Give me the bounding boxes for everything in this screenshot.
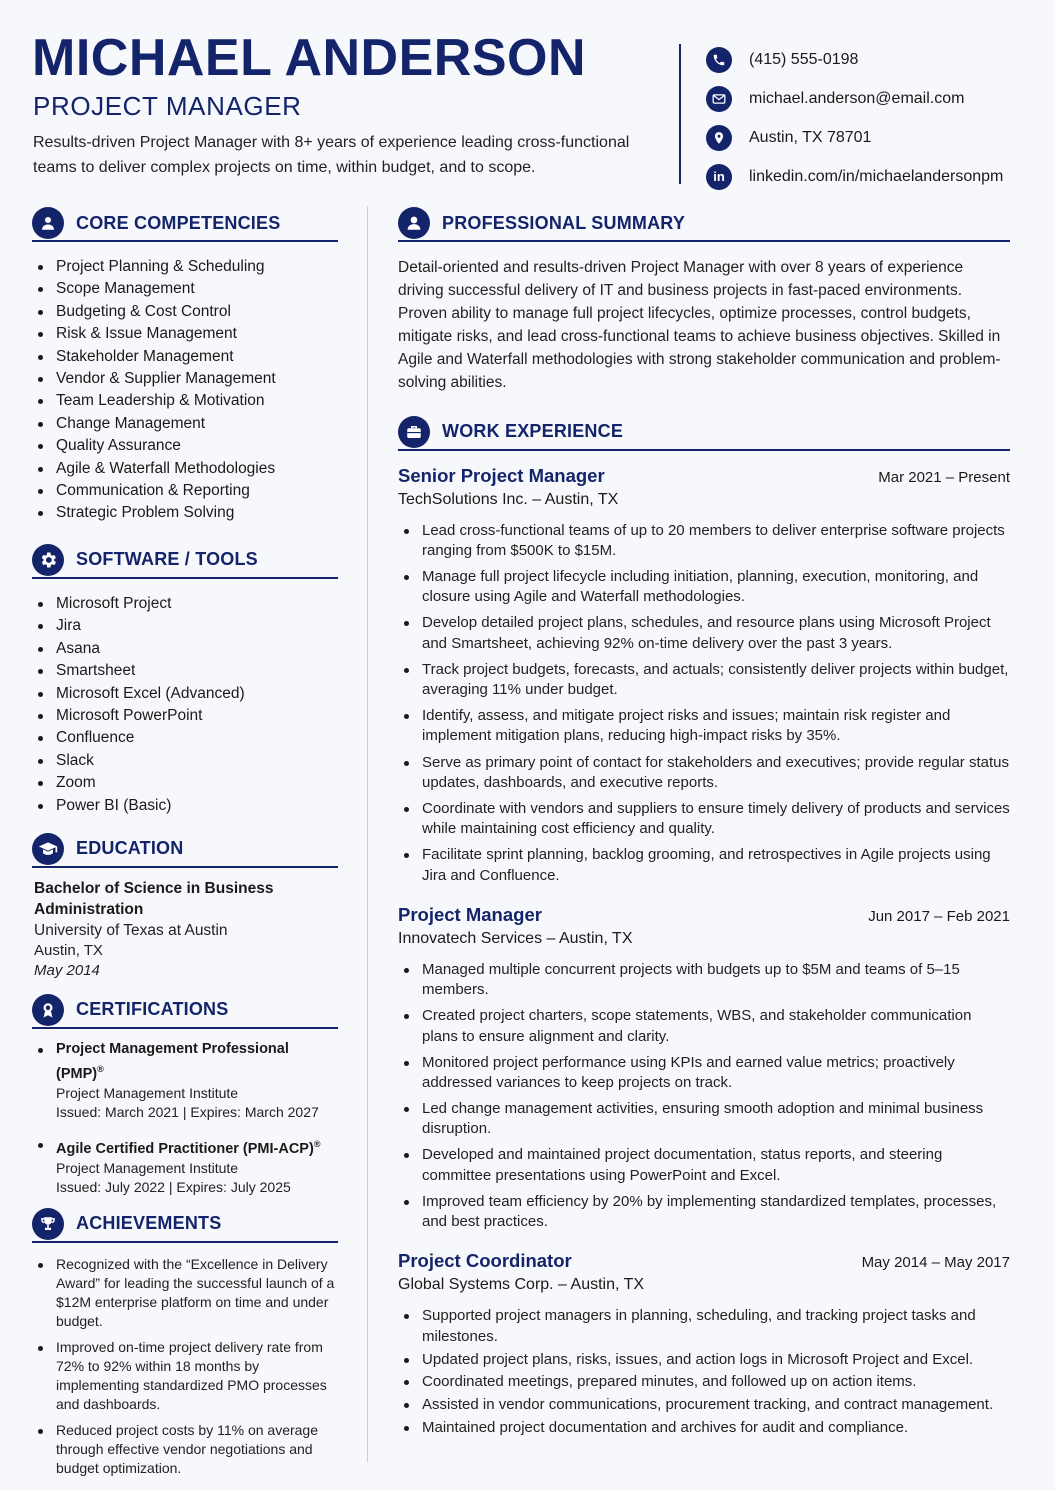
list-item: Assisted in vendor communications, procurement tracking, and contract management. [398, 1395, 1010, 1415]
briefcase-icon [398, 416, 430, 448]
left-column [32, 208, 338, 1485]
section-title: PROFESSIONAL SUMMARY [442, 212, 686, 233]
summary-text: Detail-oriented and results-driven Project Manager with over 8 years of experience driving successful delivery of IT and business projects in fast-paced environments. Proven ability to manage full project lifecycles, optimize processes, control budgets, mitigate risks, and lead cross-functional teams to achieve business objectives. Skilled in Agile and Waterfall methodologies with strong stakeholder communication and problem-solving abilities. [398, 259, 1001, 392]
list-item: Supported project managers in planning, scheduling, and tracking project tasks and milestones. [398, 1306, 1010, 1347]
school-name: University of Texas at Austin [34, 921, 228, 939]
job-header [398, 465, 1010, 487]
list-item: Recognized with the “Excellence in Delivery Award” for leading the successful launch of a $12M enterprise platform on time and under budget. [32, 1255, 338, 1331]
list-item: Lead cross-functional teams of up to 20 members to deliver enterprise software projects ranging from $500K to $15M. [398, 521, 1010, 562]
trophy-icon [32, 1208, 64, 1240]
tools-header [32, 545, 338, 579]
job-header [398, 904, 1010, 926]
job-company: Innovatech Services – Austin, TX [398, 929, 633, 947]
list-item: Track project budgets, forecasts, and actuals; consistently deliver projects within budget, averaging 11% under budget. [398, 660, 1010, 701]
graduation-cap-icon [32, 833, 64, 865]
contact-block [706, 40, 1046, 196]
linkedin-text: linkedin.com/in/michaelandersonpm [749, 167, 1004, 185]
job-title: Project Manager [398, 903, 542, 925]
degree-line: Administration [34, 900, 144, 918]
intro-line: Results-driven Project Manager with 8+ years of experience leading cross-functional [33, 134, 630, 151]
job-company: TechSolutions Inc. – Austin, TX [398, 490, 619, 508]
cert-issuer: Project Management Institute [56, 1159, 239, 1176]
cert-issuer: Project Management Institute [56, 1084, 239, 1101]
cert-dates: Issued: March 2021 | Expires: March 2027 [56, 1104, 319, 1121]
education-entry [32, 878, 338, 981]
person-icon [398, 207, 430, 239]
tools-list [32, 593, 338, 817]
list-item: Quality Assurance [32, 435, 338, 457]
header-divider [679, 44, 681, 184]
job-title: Project Coordinator [398, 1250, 572, 1272]
list-item: Manage full project lifecycle including initiation, planning, execution, monitoring, and closure using Agile and Waterfall methodologies. [398, 567, 1010, 608]
achievements-list [32, 1255, 338, 1478]
job-header [398, 1250, 1010, 1272]
job-entry [398, 465, 1010, 886]
registered-mark: ® [97, 1063, 104, 1074]
cert-name-line [56, 1134, 338, 1159]
list-item: Slack [32, 750, 338, 772]
email-icon [706, 86, 732, 112]
list-item: Asana [32, 638, 338, 660]
list-item: Microsoft PowerPoint [32, 705, 338, 727]
list-item: Change Management [32, 413, 338, 435]
job-bullets [398, 1306, 1010, 1438]
list-item: Scope Management [32, 278, 338, 300]
list-item: Vendor & Supplier Management [32, 368, 338, 390]
job-entry [398, 904, 1010, 1233]
list-item: Communication & Reporting [32, 480, 338, 502]
list-item: Agile & Waterfall Methodologies [32, 458, 338, 480]
list-item: Project Planning & Scheduling [32, 256, 338, 278]
list-item: Power BI (Basic) [32, 795, 338, 817]
degree-line: Bachelor of Science in Business [34, 879, 274, 897]
list-item: Microsoft Excel (Advanced) [32, 683, 338, 705]
job-company: Global Systems Corp. – Austin, TX [398, 1276, 645, 1294]
list-item: Stakeholder Management [32, 346, 338, 368]
cert-dates: Issued: July 2022 | Expires: July 2025 [56, 1179, 291, 1196]
right-column [398, 208, 1010, 1441]
linkedin-icon [706, 164, 732, 190]
list-item: Smartsheet [32, 660, 338, 682]
experience-header [398, 417, 1010, 451]
certifications-header [32, 995, 338, 1029]
list-item: Budgeting & Cost Control [32, 301, 338, 323]
location-text: Austin, TX 78701 [749, 128, 872, 146]
contact-email[interactable] [706, 79, 1046, 118]
section-title: EDUCATION [76, 838, 184, 859]
section-title: SOFTWARE / TOOLS [76, 549, 258, 570]
list-item: Strategic Problem Solving [32, 502, 338, 524]
job-dates: Mar 2021 – Present [878, 468, 1010, 486]
list-item: Improved on-time project delivery rate from 72% to 92% within 18 months by implementing standardized PMO processes and dashboards. [32, 1338, 338, 1414]
column-divider [367, 206, 368, 1462]
list-item: Microsoft Project [32, 593, 338, 615]
contact-phone[interactable] [706, 40, 1046, 79]
list-item: Team Leadership & Motivation [32, 390, 338, 412]
list-item: Zoom [32, 772, 338, 794]
education-header [32, 834, 338, 868]
competencies-list [32, 256, 338, 525]
list-item: Monitored project performance using KPIs and earned value metrics; proactively addressed variances to keep projects on track. [398, 1053, 1010, 1094]
section-title: CERTIFICATIONS [76, 999, 229, 1020]
achievements-header [32, 1209, 338, 1243]
list-item: Reduced project costs by 11% on average through effective vendor negotiations and budget optimization. [32, 1421, 338, 1478]
certifications-list [32, 1039, 338, 1198]
school-location: Austin, TX [34, 941, 103, 959]
list-item: Confluence [32, 727, 338, 749]
job-dates: May 2014 – May 2017 [861, 1254, 1010, 1272]
list-item: Coordinate with vendors and suppliers to ensure timely delivery of products and services while maintaining cost efficiency and quality. [398, 799, 1010, 840]
list-item: Serve as primary point of contact for stakeholders and executives; provide regular status updates, dashboards, and executive reports. [398, 753, 1010, 794]
phone-icon [706, 47, 732, 73]
job-entry [398, 1250, 1010, 1438]
person-badge-icon [32, 207, 64, 239]
list-item: Created project charters, scope statements, WBS, and stakeholder communication plans to ensure alignment and clarity. [398, 1006, 1010, 1047]
cert-name: Project Management Professional (PMP) [56, 1040, 289, 1082]
section-title: WORK EXPERIENCE [442, 421, 624, 442]
cert-name-line [56, 1039, 338, 1084]
gear-icon [32, 544, 64, 576]
list-item: Jira [32, 615, 338, 637]
section-title: ACHIEVEMENTS [76, 1213, 222, 1234]
list-item: Develop detailed project plans, schedules, and resource plans using Microsoft Project and Smartsheet, achieving 92% on-time delivery over the past 3 years. [398, 613, 1010, 654]
list-item: Coordinated meetings, prepared minutes, and followed up on action items. [398, 1372, 1010, 1392]
contact-location [706, 118, 1046, 157]
job-bullets [398, 960, 1010, 1233]
job-dates: Jun 2017 – Feb 2021 [868, 907, 1010, 925]
candidate-name: MICHAEL ANDERSON [32, 29, 587, 87]
phone-text: (415) 555-0198 [749, 50, 859, 68]
candidate-title: PROJECT MANAGER [33, 91, 302, 121]
list-item: Identify, assess, and mitigate project risks and issues; maintain risk register and implement mitigation plans, reducing high-impact risks by 35%. [398, 706, 1010, 747]
competencies-header [32, 208, 338, 242]
job-title: Senior Project Manager [398, 464, 605, 486]
cert-name: Agile Certified Practitioner (PMI-ACP) [56, 1140, 314, 1157]
summary-header [398, 208, 1010, 242]
intro-text [33, 130, 653, 180]
list-item: Developed and maintained project documentation, status reports, and steering committee presentations using PowerPoint and Excel. [398, 1145, 1010, 1186]
list-item: Updated project plans, risks, issues, and action logs in Microsoft Project and Excel. [398, 1350, 1010, 1370]
list-item: Maintained project documentation and archives for audit and compliance. [398, 1418, 1010, 1438]
graduation-date: May 2014 [34, 961, 100, 979]
list-item: Risk & Issue Management [32, 323, 338, 345]
location-pin-icon [706, 125, 732, 151]
certification-item [32, 1134, 338, 1198]
list-item: Managed multiple concurrent projects with budgets up to $5M and teams of 5–15 members. [398, 960, 1010, 1001]
list-item: Led change management activities, ensuring smooth adoption and minimal business disruption. [398, 1099, 1010, 1140]
registered-mark: ® [313, 1138, 321, 1149]
award-ribbon-icon [32, 994, 64, 1026]
contact-linkedin[interactable] [706, 157, 1046, 196]
certification-item [32, 1039, 338, 1123]
list-item: Facilitate sprint planning, backlog grooming, and retrospectives in Agile projects using Jira and Confluence. [398, 845, 1010, 886]
intro-line: teams to deliver complex projects on time, within budget, and to scope. [33, 159, 536, 176]
job-bullets [398, 521, 1010, 886]
linkedin-glyph: in [713, 169, 725, 184]
section-title: CORE COMPETENCIES [76, 212, 281, 233]
list-item: Improved team efficiency by 20% by implementing standardized templates, processes, and best practices. [398, 1192, 1010, 1233]
email-text: michael.anderson@email.com [749, 89, 965, 107]
